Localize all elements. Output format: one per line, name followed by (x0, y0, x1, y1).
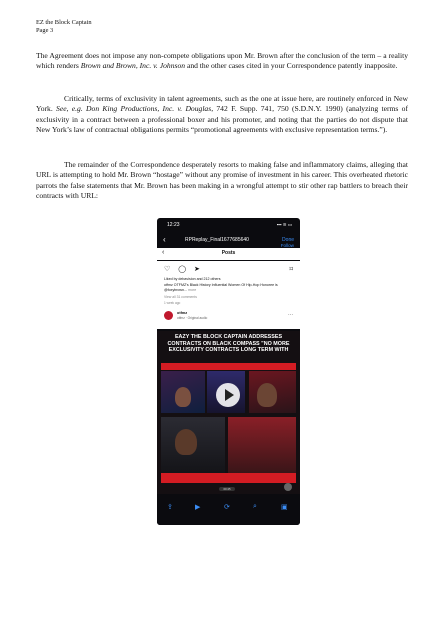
done-button: Done (282, 237, 294, 243)
view-comments: View all 31 comments (164, 295, 197, 299)
signal-icon: ▪▪▪ ≋ ▭ (276, 222, 292, 227)
post-age: 1 week ago (164, 301, 181, 305)
status-bar (157, 218, 300, 232)
video-frame (157, 331, 300, 494)
play-icon (216, 383, 240, 407)
post-caption (164, 283, 288, 292)
player-nav-bar (157, 234, 300, 248)
caption-more: more (188, 287, 197, 292)
red-banner (161, 473, 296, 483)
status-time: 12:23 (167, 222, 180, 228)
more-options-icon: ··· (288, 312, 293, 318)
phone-screenshot (157, 218, 300, 525)
paragraph-exclusivity (36, 94, 408, 136)
play-toolbar-icon: ▶ (195, 504, 201, 511)
share-icon: ⇪ (167, 504, 173, 511)
person-figure (175, 429, 197, 455)
letter-header (36, 19, 92, 34)
trash-icon: ▣ (281, 504, 288, 511)
audio-label: otfmz · Original audio (177, 316, 208, 320)
search-icon: ⌕ (253, 503, 257, 510)
chevron-left-icon: ‹ (162, 249, 165, 256)
file-name: RPReplay_Final1677685640 (185, 237, 249, 243)
player-toolbar (157, 496, 300, 525)
p1-text-b: and the other cases cited in your Correspondence patently inapposite. (185, 61, 398, 71)
bookmark-icon: ⌑ (289, 266, 293, 273)
person-figure (175, 387, 191, 407)
paragraph-non-compete (36, 51, 408, 72)
back-icon: ‹ (163, 235, 166, 244)
rotate-icon: ⟳ (224, 504, 230, 511)
paragraph-correspondence (36, 160, 408, 202)
video-pane (228, 417, 296, 473)
p2-text-b: , 742 F. Supp. 741, 750 (S.D.N.Y. 1990) (analyzing terms of exclusivity in a contract between a professional boxer and his promoter, and noting that the parties do not dispute that New York’s law of contractual obligations permits “promotional agreements with exclusive representation terms.”). (36, 104, 408, 135)
p3-text: The remainder of the Correspondence desperately resorts to making false and inflammatory claims, alleging that URL is attempting to hold Mr. Brown “hostage” without any promise of investment in his career. This overheated rhetoric parrots the false statements that Mr. Brown has been making in a wrongful attempt to stir other rap battlers to breach their contracts with URL: (36, 160, 408, 201)
account-username: otfmz (177, 311, 188, 315)
video-headline: EAZY THE BLOCK CAPTAIN ADDRESSES CONTRACTS ON BLACK COMPASS "NO MORE EXCLUSIVITY CONTRACTS LONG TERM WITH (167, 334, 290, 354)
p2-text-a: Critically, terms of exclusivity in talent agreements, such as the one at issue here, are routinely enforced in New York. (36, 94, 408, 114)
posts-title: Posts (221, 250, 236, 256)
caption-text: otfmz OTFMZ’s Black History Influential Women Of Hip-Hop Honoree is @foxybrown... (164, 283, 278, 292)
mute-icon (284, 483, 292, 491)
header-page-number: Page 3 (36, 26, 54, 34)
p1-case-name: Brown and Brown, Inc. v. Johnson (80, 61, 186, 71)
follow-button: Follow (280, 243, 294, 248)
post-action-icons: ♡ ◯ ➤ (164, 266, 203, 273)
instagram-post-card (157, 261, 300, 329)
avatar (164, 311, 173, 320)
p2-citation: See, e.g. Don King Productions, Inc. v. Douglas (56, 104, 212, 114)
person-figure (257, 383, 277, 407)
red-banner (161, 363, 296, 370)
liked-by-text: Liked by debavision and 212 others (164, 277, 221, 281)
header-recipient: EZ the Block Captain (36, 19, 92, 26)
video-timestamp: 00:45 (219, 487, 235, 491)
p1-text-a: The Agreement does not impose any non-compete obligations upon Mr. Brown after the conclusion of the term – a reality which renders (36, 51, 408, 71)
posts-header (157, 243, 300, 260)
